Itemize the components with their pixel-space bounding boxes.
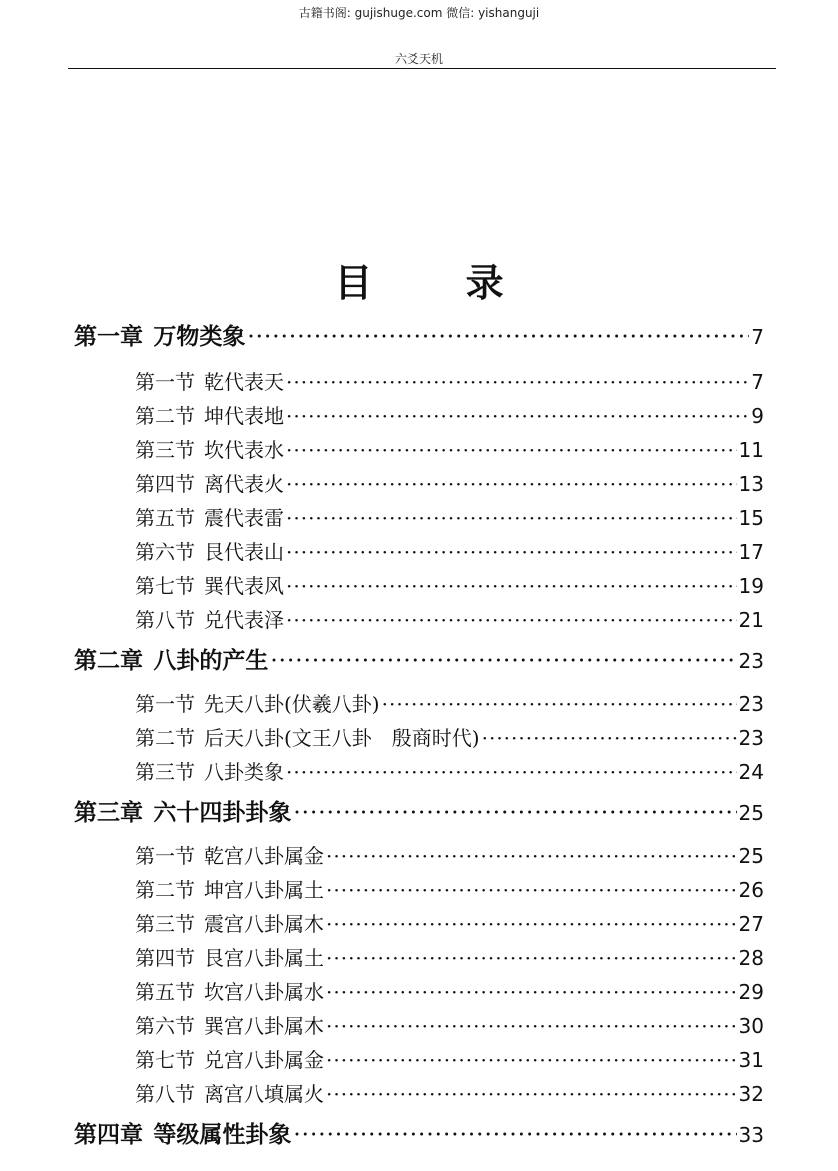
section-number: 第四节 xyxy=(135,946,195,970)
section-title: 坎宫八卦属水 xyxy=(204,980,324,1004)
chapter-number: 第二章 xyxy=(74,648,143,674)
page-number: 32 xyxy=(738,1082,764,1106)
section-title: 坎代表水 xyxy=(204,438,284,462)
leader-dots xyxy=(286,506,737,530)
leader-dots xyxy=(326,878,737,902)
leader-dots xyxy=(286,760,737,784)
page-number: 30 xyxy=(738,1014,764,1038)
toc-entry-label xyxy=(135,722,480,751)
section-title: 艮宫八卦属土 xyxy=(204,946,324,970)
toc-chapter-entry xyxy=(74,642,764,675)
leader-dots xyxy=(286,608,737,632)
toc-entry-label xyxy=(135,874,324,903)
page-number: 19 xyxy=(738,574,764,598)
leader-dots xyxy=(286,370,749,394)
section-number: 第六节 xyxy=(135,540,195,564)
section-title: 巽代表风 xyxy=(204,574,284,598)
section-number: 第一节 xyxy=(135,370,195,394)
page-number: 11 xyxy=(738,438,764,462)
leader-dots xyxy=(326,1082,737,1106)
page-number: 23 xyxy=(738,692,764,716)
toc-entry-label xyxy=(135,942,324,971)
section-title: 离代表火 xyxy=(204,472,284,496)
section-number: 第八节 xyxy=(135,608,195,632)
chapter-title: 六十四卦卦象 xyxy=(153,800,292,826)
leader-dots xyxy=(286,574,737,598)
chapter-number: 第四章 xyxy=(74,1122,143,1148)
toc-entry-label xyxy=(135,756,284,785)
chapter-number: 第三章 xyxy=(74,800,143,826)
page-number: 15 xyxy=(738,506,764,530)
section-title: 离宫八填属火 xyxy=(204,1082,324,1106)
page-number: 9 xyxy=(751,404,764,428)
toc-section-entry xyxy=(135,604,764,633)
section-number: 第一节 xyxy=(135,692,195,716)
section-title: 乾代表天 xyxy=(204,370,284,394)
chapter-title: 等级属性卦象 xyxy=(153,1122,292,1148)
section-number: 第二节 xyxy=(135,404,195,428)
chapter-title: 八卦的产生 xyxy=(153,648,269,674)
leader-dots xyxy=(247,324,749,350)
page-number: 23 xyxy=(738,726,764,750)
toc-section-entry xyxy=(135,942,764,971)
leader-dots xyxy=(326,946,737,970)
section-title: 后天八卦(文王八卦 殷商时代) xyxy=(204,726,480,750)
toc-entry-label xyxy=(74,642,268,675)
section-title: 兑代表泽 xyxy=(204,608,284,632)
leader-dots xyxy=(382,692,737,716)
toc-section-entry xyxy=(135,908,764,937)
toc-entry-label xyxy=(135,434,284,463)
page-number: 28 xyxy=(738,946,764,970)
toc-entry-label xyxy=(135,1078,324,1107)
section-number: 第三节 xyxy=(135,438,195,462)
section-title: 艮代表山 xyxy=(204,540,284,564)
toc-title: 目 录 xyxy=(334,261,544,305)
leader-dots xyxy=(286,438,737,462)
section-title: 八卦类象 xyxy=(204,760,284,784)
section-number: 第六节 xyxy=(135,1014,195,1038)
toc-entry-label xyxy=(135,840,324,869)
section-title: 坤代表地 xyxy=(204,404,284,428)
toc-entry-label xyxy=(135,1010,324,1039)
toc-chapter-entry xyxy=(74,794,764,827)
leader-dots xyxy=(270,648,736,674)
toc-entry-label xyxy=(135,536,284,565)
page-number: 13 xyxy=(738,472,764,496)
section-number: 第三节 xyxy=(135,912,195,936)
page-number: 25 xyxy=(738,801,764,825)
leader-dots xyxy=(326,980,737,1004)
section-number: 第二节 xyxy=(135,726,195,750)
toc-section-entry xyxy=(135,1078,764,1107)
section-number: 第八节 xyxy=(135,1082,195,1106)
toc-entry-label xyxy=(74,318,245,351)
page-number: 21 xyxy=(738,608,764,632)
chapter-number: 第一章 xyxy=(74,324,143,350)
toc-entry-label xyxy=(135,502,284,531)
toc-section-entry xyxy=(135,468,764,497)
leader-dots xyxy=(326,1014,737,1038)
toc-section-entry xyxy=(135,400,764,429)
section-number: 第五节 xyxy=(135,506,195,530)
toc-entry-label xyxy=(74,1116,291,1149)
page-number: 17 xyxy=(738,540,764,564)
leader-dots xyxy=(326,912,737,936)
leader-dots xyxy=(286,404,749,428)
leader-dots xyxy=(482,726,737,750)
watermark-text: 古籍书阁: gujishuge.com 微信: yishanguji xyxy=(298,6,540,20)
page-number: 25 xyxy=(738,844,764,868)
page-number: 24 xyxy=(738,760,764,784)
toc-section-entry xyxy=(135,722,764,751)
section-number: 第三节 xyxy=(135,760,195,784)
toc-section-entry xyxy=(135,756,764,785)
toc-entry-label xyxy=(135,468,284,497)
section-title: 先天八卦(伏羲八卦) xyxy=(204,692,380,716)
page-number: 7 xyxy=(751,325,764,349)
toc-section-entry xyxy=(135,570,764,599)
section-number: 第四节 xyxy=(135,472,195,496)
toc-section-entry xyxy=(135,434,764,463)
toc-entry-label xyxy=(135,976,324,1005)
toc-section-entry xyxy=(135,502,764,531)
toc-section-entry xyxy=(135,976,764,1005)
toc-chapter-entry xyxy=(74,318,764,351)
section-number: 第七节 xyxy=(135,574,195,598)
section-title: 震代表雷 xyxy=(204,506,284,530)
section-title: 兑宫八卦属金 xyxy=(204,1048,324,1072)
page-number: 26 xyxy=(738,878,764,902)
page-number: 33 xyxy=(738,1123,764,1147)
toc-entry-label xyxy=(135,366,284,395)
leader-dots xyxy=(286,540,737,564)
leader-dots xyxy=(326,844,737,868)
toc-entry-label xyxy=(74,794,291,827)
section-number: 第二节 xyxy=(135,878,195,902)
toc-entry-label xyxy=(135,1044,324,1073)
toc-section-entry xyxy=(135,1010,764,1039)
leader-dots xyxy=(293,800,736,826)
section-number: 第七节 xyxy=(135,1048,195,1072)
running-head: 六爻天机 xyxy=(394,52,443,66)
page-number: 31 xyxy=(738,1048,764,1072)
section-number: 第一节 xyxy=(135,844,195,868)
toc-entry-label xyxy=(135,400,284,429)
page-number: 7 xyxy=(751,370,764,394)
toc-chapter-entry xyxy=(74,1116,764,1149)
page-number: 27 xyxy=(738,912,764,936)
toc-section-entry xyxy=(135,874,764,903)
header-rule xyxy=(68,68,776,69)
toc-section-entry xyxy=(135,366,764,395)
toc-entry-label xyxy=(135,570,284,599)
leader-dots xyxy=(286,472,737,496)
section-title: 巽宫八卦属木 xyxy=(204,1014,324,1038)
toc-section-entry xyxy=(135,840,764,869)
leader-dots xyxy=(326,1048,737,1072)
section-number: 第五节 xyxy=(135,980,195,1004)
chapter-title: 万物类象 xyxy=(153,324,246,350)
page-number: 23 xyxy=(738,649,764,673)
toc-section-entry xyxy=(135,688,764,717)
toc-entry-label xyxy=(135,604,284,633)
section-title: 震宫八卦属木 xyxy=(204,912,324,936)
page-number: 29 xyxy=(738,980,764,1004)
toc-entry-label xyxy=(135,688,380,717)
leader-dots xyxy=(293,1122,736,1148)
section-title: 乾宫八卦属金 xyxy=(204,844,324,868)
toc-entry-label xyxy=(135,908,324,937)
toc-section-entry xyxy=(135,1044,764,1073)
section-title: 坤宫八卦属土 xyxy=(204,878,324,902)
toc-section-entry xyxy=(135,536,764,565)
